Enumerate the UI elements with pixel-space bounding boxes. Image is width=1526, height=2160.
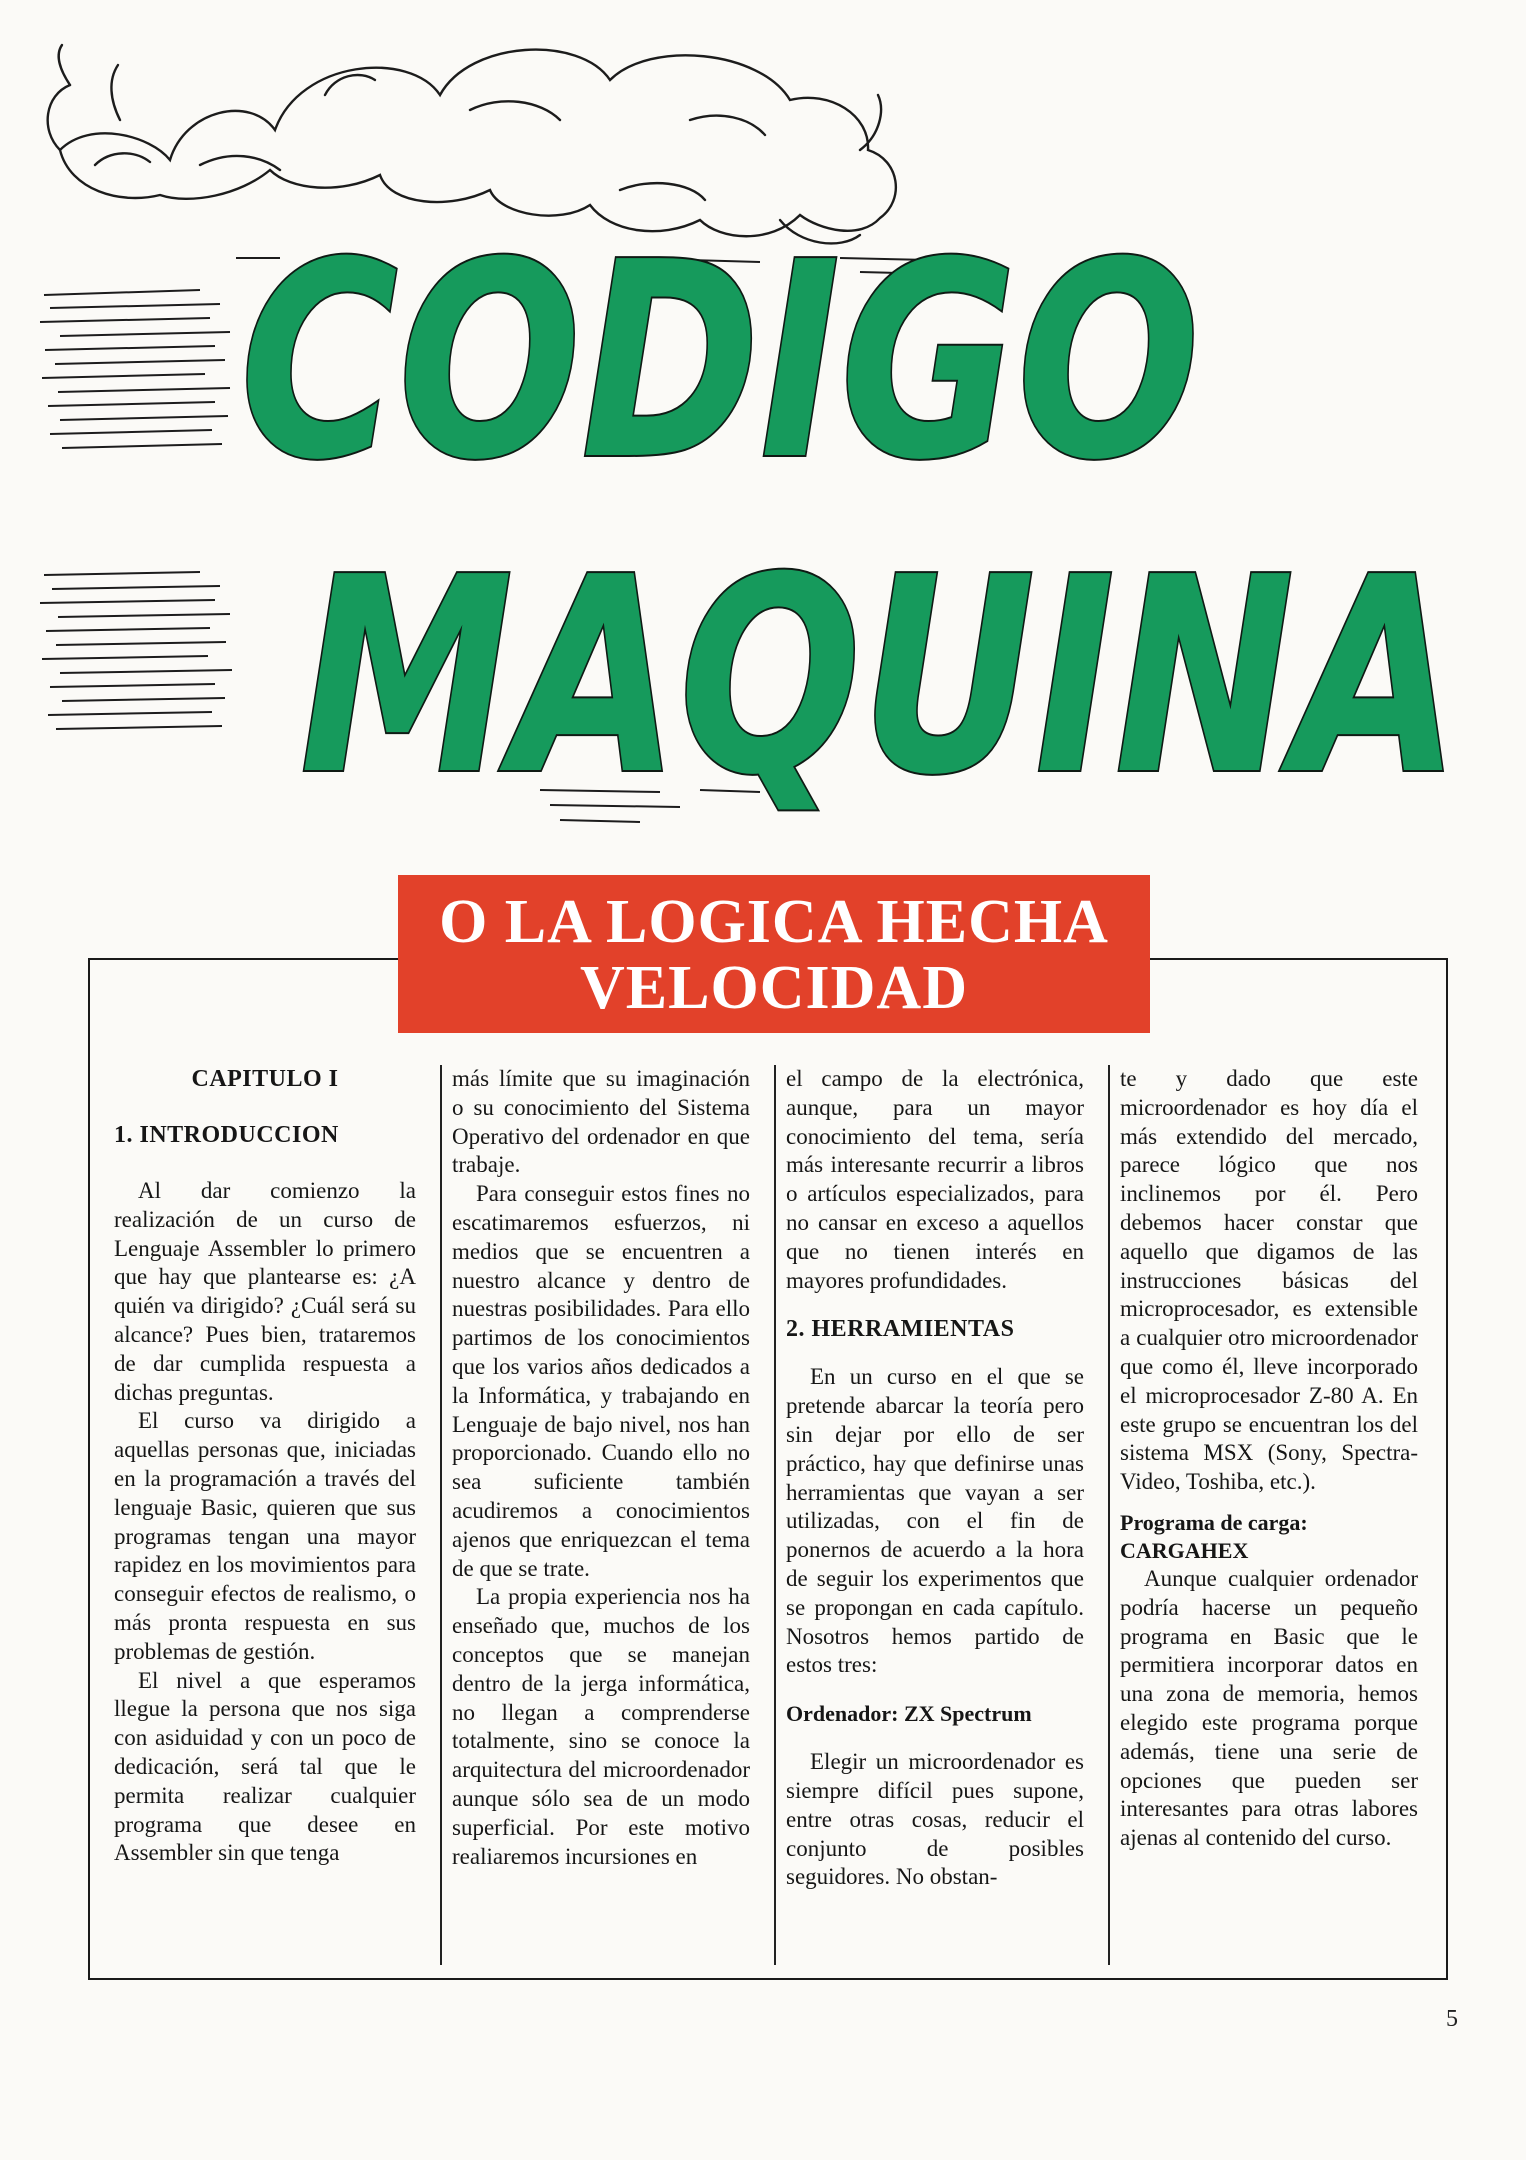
banner-line-2: VELOCIDAD (580, 954, 968, 1022)
paragraph: te y dado que este microordenador es hoy día el más extendido del mercado, parece lógico que nos inclinemos por él. Pero debemos hacer constar que aquello que digamos de las instrucciones básicas del microprocesador, es extensible a cualquier otro microordenador que como él, lleve incorporado el microprocesador Z-80 A. En este grupo se encuentran los del sistema MSX (Sony, Spectra-Video, Toshiba, etc.). (1120, 1066, 1418, 1495)
subheading-ordenador: Ordenador: ZX Spectrum (786, 1701, 1032, 1727)
paragraph: Aunque cualquier ordenador podría hacerse un pequeño programa en Basic que le permitiera incorporar datos en una zona de memoria, hemos elegido este programa porque además, tiene una serie de opciones que pueden ser interesantes para otras labores ajenas al contenido del curso. (1120, 1565, 1418, 1851)
column-4 (1108, 1065, 1426, 1965)
section-heading-introduccion: 1. INTRODUCCION (114, 1122, 339, 1148)
column-3 (774, 1065, 1092, 1965)
subtitle-banner (398, 875, 1150, 1033)
paragraph: El nivel a que esperamos llegue la persona que nos siga con asiduidad y con un poco de dedicación, será tal que le permita realizar cualquier programa que desee en Assembler sin que tenga (114, 1667, 416, 1866)
paragraph: Elegir un microordenador es siempre difícil pues supone, entre otras cosas, reducir el conjunto de posibles seguidores. No obstan- (786, 1749, 1084, 1890)
paragraph: el campo de la electrónica, aunque, para un mayor conocimiento del tema, sería más interesante recurrir a libros o artículos especializados, para no cansar en exceso a aquellos que no tienen interés en mayores profundidades. (786, 1066, 1084, 1293)
header-illustration (0, 0, 1526, 850)
paragraph: más límite que su imaginación o su conocimiento del Sistema Operativo del ordenador en que trabaje. (452, 1066, 750, 1178)
chapter-heading: CAPITULO I (191, 1066, 339, 1092)
paragraph: Para conseguir estos fines no escatimaremos esfuerzos, ni medios que se encuentren a nuestro alcance y dentro de nuestras posibilidades. Para ello partimos de los conocimientos que los varios años dedicados a la Informática, y trabajando en Lenguaje de bajo nivel, nos han proporcionado. Cuando ello no sea suficiente también acudiremos a conocimientos ajenos que enriquezcan el tema de que se trate. (452, 1181, 750, 1581)
article-columns (106, 1065, 1451, 1965)
column-1 (106, 1065, 424, 1965)
title-line-maquina: MAQUINA (300, 519, 1460, 834)
subheading-programa-de-carga: Programa de carga: (1120, 1509, 1308, 1535)
title-line-codigo: CODIGO (240, 204, 1200, 519)
banner-line-1: O LA LOGICA HECHA (439, 888, 1109, 956)
paragraph: En un curso en el que se pretende abarcar la teoría pero sin dejar por ello de ser práctico, hay que definirse unas herramientas que vayan a ser utilizadas, con el fin de ponernos de acuerdo a la hora de seguir los experimentos que se propongan en cada capítulo. Nosotros hemos partido de estos tres: (786, 1364, 1084, 1678)
section-heading-herramientas: 2. HERRAMIENTAS (786, 1316, 1015, 1343)
page-number: 5 (1446, 2006, 1458, 2032)
paragraph: La propia experiencia nos ha enseñado que, muchos de los conceptos que se manejan dentro de la jerga informática, no llegan a comprenderse totalmente, sino se conoce la arquitectura del microordenador aunque sólo sea de un modo superficial. Por este motivo realiaremos incursiones en (452, 1584, 750, 1869)
column-2 (440, 1065, 758, 1965)
paragraph: Al dar comienzo la realización de un curso de Lenguaje Assembler lo primero que hay que plantearse es: ¿A quién va dirigido? ¿Cuál será su alcance? Pues bien, trataremos de dar cumplida respuesta a dichas preguntas. (114, 1178, 416, 1405)
subheading-cargahex: CARGAHEX (1120, 1537, 1249, 1563)
paragraph: El curso va dirigido a aquellas personas que, iniciadas en la programación a través del lenguaje Basic, quieren que sus programas tengan una mayor rapidez en los movimientos para conseguir efectos de realismo, o más pronta respuesta en sus problemas de gestión. (114, 1408, 416, 1664)
